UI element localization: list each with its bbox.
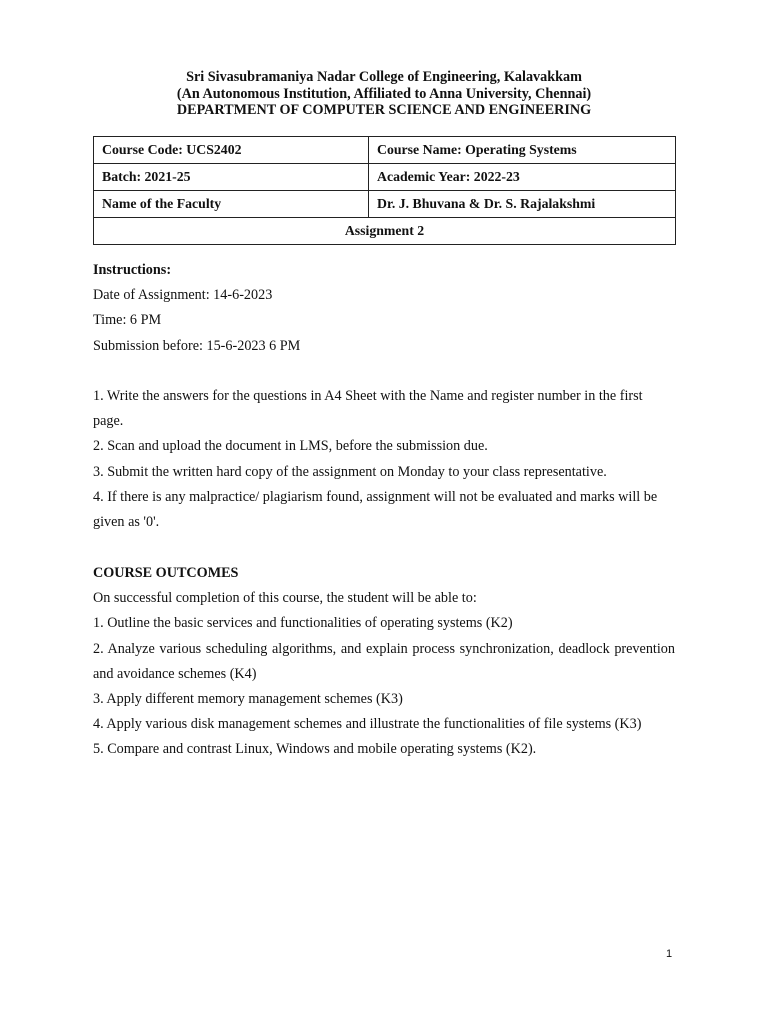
college-name: Sri Sivasubramaniya Nadar College of Engineering, Kalavakkam	[186, 69, 582, 85]
table-row	[94, 218, 676, 245]
table-row	[94, 137, 676, 164]
faculty-names-cell: Dr. J. Bhuvana & Dr. S. Rajalakshmi	[369, 191, 676, 218]
department-name: DEPARTMENT OF COMPUTER SCIENCE AND ENGINEERING	[176, 102, 592, 118]
submission-deadline: Submission before: 15-6-2023 6 PM	[93, 337, 301, 354]
course-outcomes-intro: On successful completion of this course, the student will be able to:	[93, 590, 477, 607]
list-item: 2. Scan and upload the document in LMS, before the submission due.	[93, 438, 488, 455]
list-item: 2. Analyze various scheduling algorithms, and explain process synchronization, deadlock prevention and avoidance schemes (K4)	[93, 640, 675, 682]
course-name-cell: Course Name: Operating Systems	[369, 137, 676, 164]
course-info-table	[93, 136, 676, 245]
table-row	[94, 191, 676, 218]
list-item: 5. Compare and contrast Linux, Windows and mobile operating systems (K2).	[93, 741, 537, 758]
course-outcomes-section	[93, 561, 675, 763]
list-item: 3. Submit the written hard copy of the assignment on Monday to your class representative.	[93, 463, 607, 480]
document-header	[0, 69, 768, 119]
academic-year-cell: Academic Year: 2022-23	[369, 164, 676, 191]
page-number: 1	[666, 948, 673, 960]
assignment-title-cell: Assignment 2	[94, 218, 676, 245]
list-item: 3. Apply different memory management schemes (K3)	[93, 691, 403, 708]
batch-cell: Batch: 2021-25	[94, 164, 369, 191]
assignment-date: Date of Assignment: 14-6-2023	[93, 287, 273, 304]
instructions-section	[93, 258, 675, 359]
instructions-heading: Instructions:	[93, 262, 172, 278]
table-row	[94, 164, 676, 191]
assignment-time: Time: 6 PM	[93, 312, 162, 329]
list-item: 1. Write the answers for the questions in A4 Sheet with the Name and register number in the first page.	[93, 388, 643, 430]
list-item: 4. Apply various disk management schemes and illustrate the functionalities of file systems (K3)	[93, 716, 642, 733]
college-affiliation: (An Autonomous Institution, Affiliated to Anna University, Chennai)	[176, 85, 592, 102]
course-code-cell: Course Code: UCS2402	[94, 137, 369, 164]
list-item: 1. Outline the basic services and functionalities of operating systems (K2)	[93, 615, 513, 632]
list-item: 4. If there is any malpractice/ plagiarism found, assignment will not be evaluated and marks will be given as '0'.	[93, 488, 658, 531]
course-outcomes-heading: COURSE OUTCOMES	[93, 565, 239, 581]
instruction-list	[93, 384, 675, 535]
faculty-label-cell: Name of the Faculty	[94, 191, 369, 218]
